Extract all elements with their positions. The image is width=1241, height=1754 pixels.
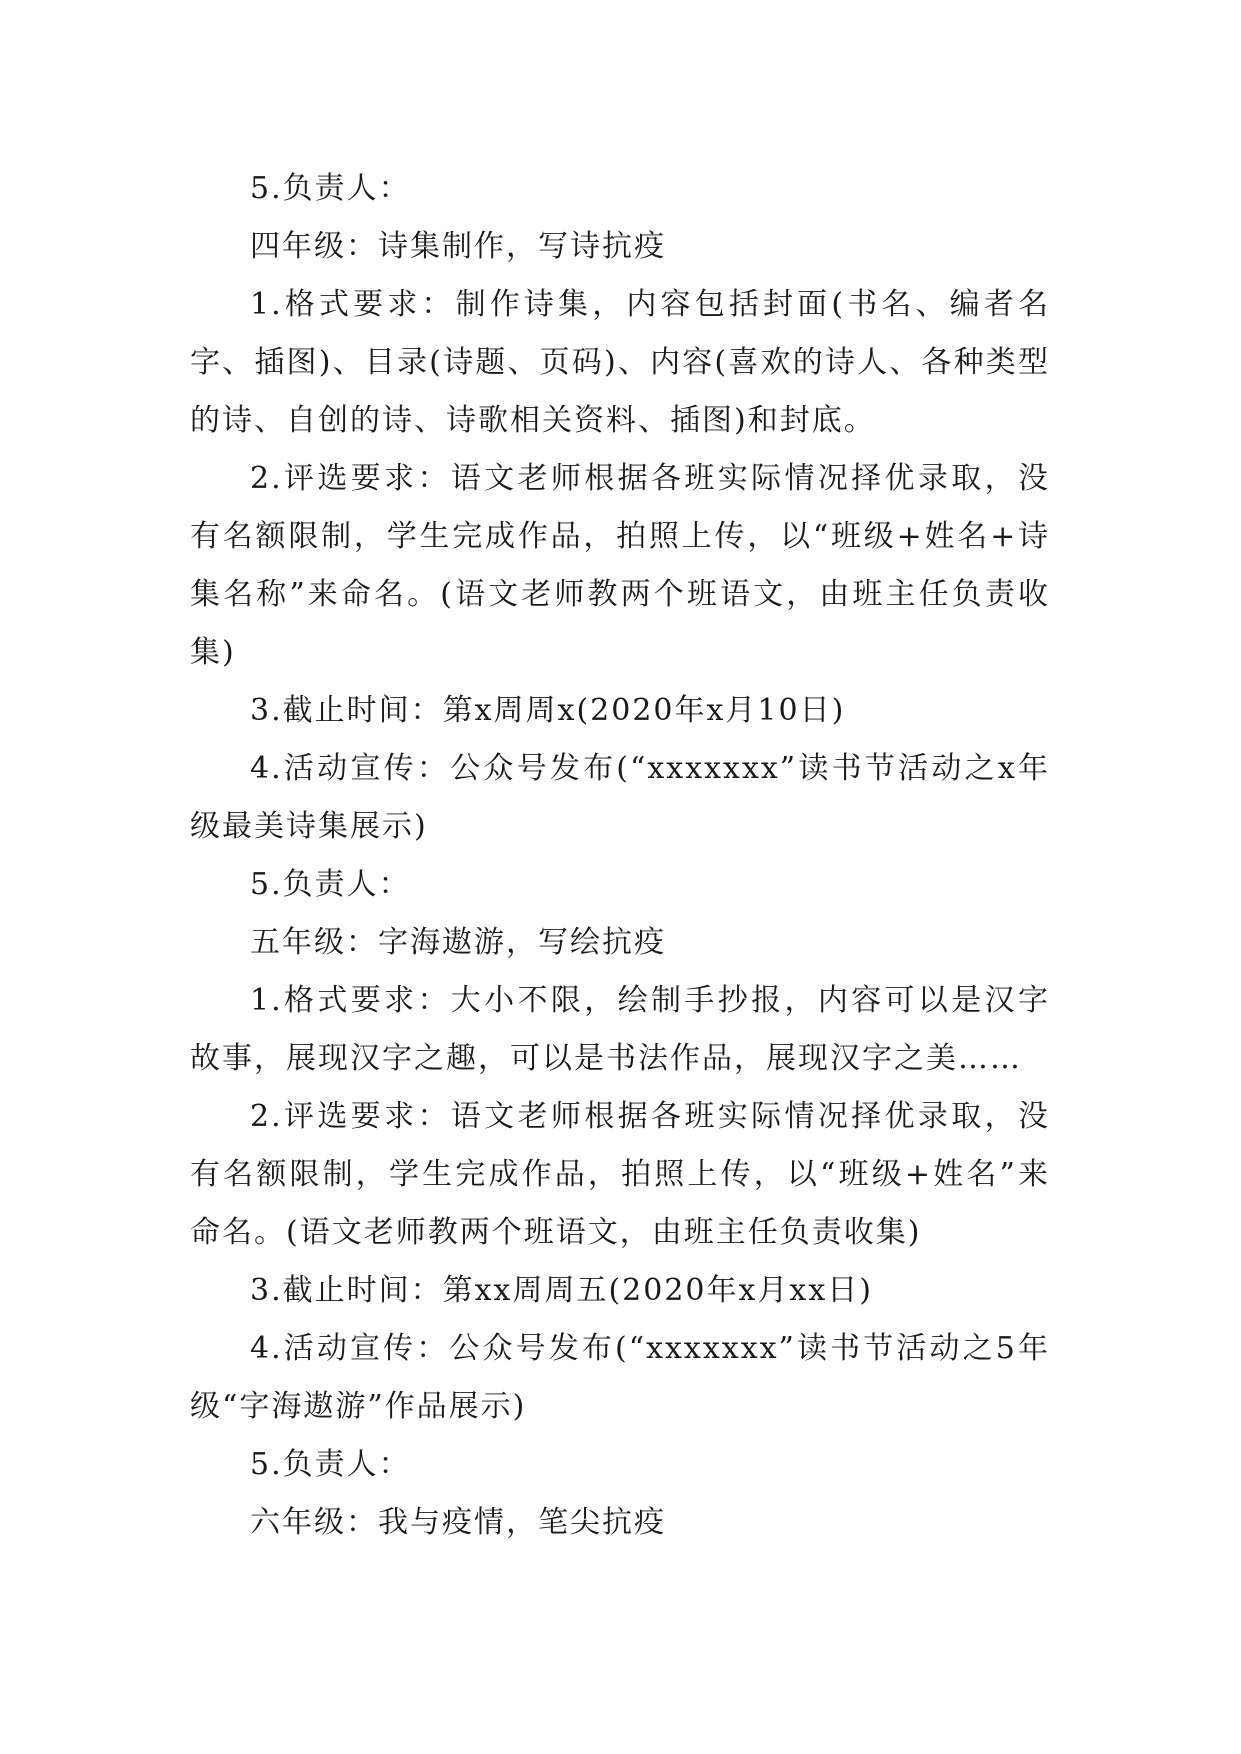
paragraph-responsible-person: 5.负责人： [250,171,411,206]
paragraph-grade5-format: 1.格式要求：大小不限，绘制手抄报，内容可以是汉字故事，展现汉字之趣，可以是书法作品，展现汉字之美…… [190,983,1050,1076]
paragraph-grade5-selection: 2.评选要求：语文老师根据各班实际情况择优录取，没有名额限制，学生完成作品，拍照上传，以“班级+姓名”来命名。(语文老师教两个班语文，由班主任负责收集) [190,1099,1050,1250]
paragraph-grade5-heading: 五年级：字海遨游，写绘抗疫 [250,925,666,960]
paragraph-grade4-responsible: 5.负责人： [250,867,411,902]
paragraph-grade6-heading: 六年级：我与疫情，笔尖抗疫 [250,1505,666,1540]
document-body [190,160,1050,1552]
paragraph-grade4-promotion: 4.活动宣传：公众号发布(“xxxxxxx”读书节活动之x年级最美诗集展示) [190,751,1050,844]
paragraph-grade5-promotion: 4.活动宣传：公众号发布(“xxxxxxx”读书节活动之5年级“字海遨游”作品展示) [190,1331,1050,1424]
paragraph-grade5-deadline: 3.截止时间：第xx周周五(2020年x月xx日) [250,1273,873,1308]
paragraph-grade4-selection: 2.评选要求：语文老师根据各班实际情况择优录取，没有名额限制，学生完成作品，拍照上传，以“班级+姓名+诗集名称”来命名。(语文老师教两个班语文，由班主任负责收集) [190,461,1050,670]
paragraph-grade4-format: 1.格式要求：制作诗集，内容包括封面(书名、编者名字、插图)、目录(诗题、页码)、内容(喜欢的诗人、各种类型的诗、自创的诗、诗歌相关资料、插图)和封底。 [190,287,1050,438]
paragraph-grade4-deadline: 3.截止时间：第x周周x(2020年x月10日) [250,693,846,728]
paragraph-grade5-responsible: 5.负责人： [250,1447,411,1482]
paragraph-grade4-heading: 四年级：诗集制作，写诗抗疫 [250,229,666,264]
